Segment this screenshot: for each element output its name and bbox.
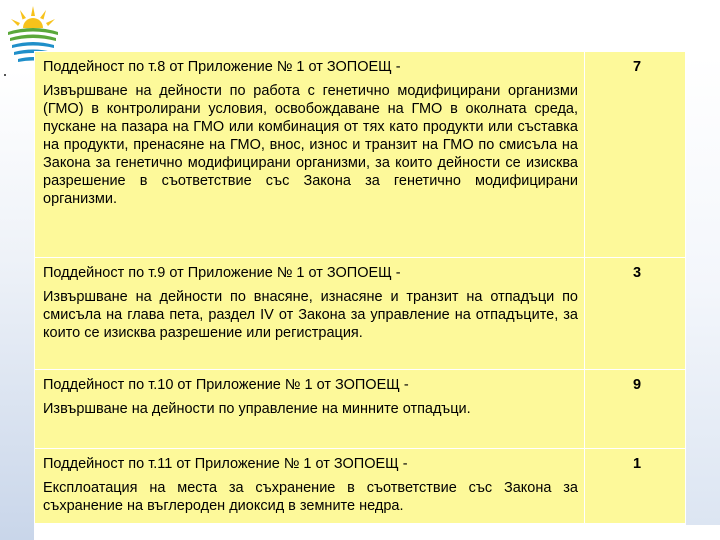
left-background-gradient xyxy=(0,70,34,540)
activity-count-cell xyxy=(585,449,686,524)
activity-body: Извършване на дейности по работа с генетично модифицирани организми (ГМО) в контролирани условия, освобождаване на ГМО в околната среда, пускане на пазара на ГМО или комбинация от тях като продукти или съставка на продукти, пренасяне на ГМО, внос, износ и транзит на ГМО по смисъла на Закона за генетично модифицирани организми, за които дейности се изисква разрешение в съответствие със Закона за генетично модифицирани организми. xyxy=(43,83,578,207)
activity-title: Поддейност по т.8 от Приложение № 1 от ЗОПОЕЩ - xyxy=(43,59,401,75)
activity-body: Експлоатация на места за съхранение в съответствие със Закона за съхранение на въглероден диоксид в земните недра. xyxy=(43,480,578,514)
activity-description-cell xyxy=(35,258,585,370)
activity-count-cell xyxy=(585,52,686,258)
right-background-gradient xyxy=(686,55,720,525)
activity-body: Извършване на дейности по внасяне, изнасяне и транзит на отпадъци по смисъла на глава пета, раздел IV от Закона за управление на отпадъците, за които се изисква разрешение или регистрация. xyxy=(43,289,578,341)
activities-table xyxy=(34,51,686,524)
activity-description-cell xyxy=(35,449,585,524)
activity-count: 3 xyxy=(632,265,642,281)
activity-title: Поддейност по т.9 от Приложение № 1 от ЗОПОЕЩ - xyxy=(43,265,401,281)
activity-count-cell xyxy=(585,370,686,449)
activity-count: 9 xyxy=(632,377,642,393)
activity-title: Поддейност по т.11 от Приложение № 1 от ЗОПОЕЩ - xyxy=(43,456,408,472)
table-row xyxy=(35,449,686,524)
activity-count-cell xyxy=(585,258,686,370)
table-row xyxy=(35,52,686,258)
activity-body: Извършване на дейности по управление на минните отпадъци. xyxy=(43,401,471,417)
activity-description-cell xyxy=(35,370,585,449)
activity-count: 7 xyxy=(632,59,642,75)
table-row xyxy=(35,370,686,449)
table-row xyxy=(35,258,686,370)
activity-description-cell xyxy=(35,52,585,258)
activity-count: 1 xyxy=(632,456,642,472)
activity-title: Поддейност по т.10 от Приложение № 1 от ЗОПОЕЩ - xyxy=(43,377,409,393)
